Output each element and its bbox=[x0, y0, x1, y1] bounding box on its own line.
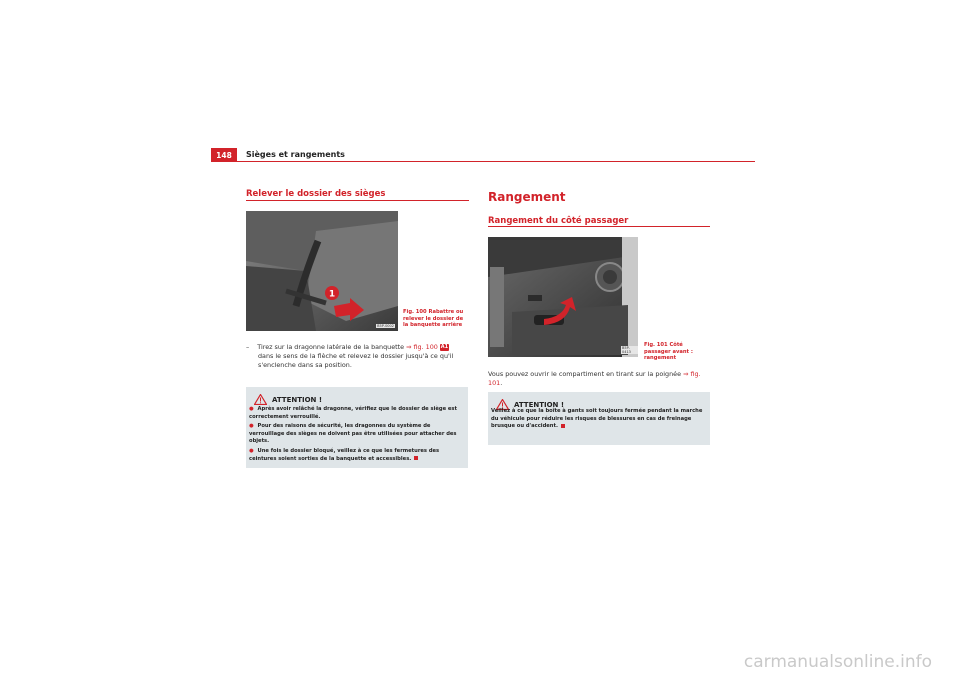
instruction-text-2: dans le sens de la flèche et relevez le dossier jusqu'à ce qu'il s'enclenche dans sa position. bbox=[258, 352, 454, 369]
header-rule bbox=[211, 161, 755, 162]
section-title-relever: Relever le dossier des sièges bbox=[246, 189, 386, 199]
photo-code: B5P-0002 bbox=[377, 324, 394, 328]
warning-item: ● Pour des raisons de sécurité, les dragonnes du système de verrouillage des sièges ne doivent pas être utilisées pour attacher des objets. bbox=[249, 423, 457, 445]
section-title-rangement: Rangement du côté passager bbox=[488, 216, 629, 226]
end-mark-icon bbox=[561, 424, 565, 428]
marker-a1-badge: A1 bbox=[440, 343, 449, 350]
figure-100-caption: Fig. 100 Rabattre ou relever le dossier de la banquette arrière bbox=[403, 309, 464, 328]
svg-text:1: 1 bbox=[328, 289, 336, 300]
body-text: Vous pouvez ouvrir le compartiment en tirant sur la poignée bbox=[488, 370, 682, 378]
warning-text: Veillez à ce que la boîte à gants soit toujours fermée pendant la marche du véhicule pour réduire les risques de blessures en cas de freinage brusque ou d'accident. bbox=[491, 408, 703, 430]
figure-101-caption: Fig. 101 Côté passager avant : rangement bbox=[644, 342, 693, 361]
watermark: carmanualsonline.info bbox=[743, 652, 932, 672]
page-number: 148 bbox=[211, 148, 237, 162]
warning-item: ● Une fois le dossier bloqué, veillez à ce que les fermetures des ceintures soient sorties de la banquette et accessibles. bbox=[249, 447, 440, 462]
figure-100-reference[interactable]: ⇒ fig. 100 bbox=[406, 343, 438, 351]
warning-header bbox=[254, 394, 322, 405]
warning-box-right bbox=[488, 392, 710, 445]
warning-triangle-icon bbox=[254, 394, 267, 405]
figure-101-photo bbox=[488, 237, 638, 357]
instruction-dash: – bbox=[246, 343, 250, 351]
warning-list bbox=[249, 406, 465, 465]
photo-code: B5P-0413 bbox=[621, 346, 638, 354]
warning-box-left bbox=[246, 387, 468, 468]
warning-item: ● Après avoir relâché la dragonne, vérifiez que le dossier de siège est correctement verrouillé. bbox=[249, 406, 457, 420]
warning-title: ATTENTION ! bbox=[272, 395, 323, 404]
instruction-step bbox=[246, 343, 468, 370]
warning-title: ATTENTION ! bbox=[514, 400, 565, 409]
figure-101-reference[interactable]: ⇒ fig. 101 bbox=[488, 370, 701, 387]
body-paragraph bbox=[488, 370, 710, 388]
figure-100-photo bbox=[246, 211, 398, 331]
section-rule-left bbox=[246, 200, 469, 201]
end-mark-icon bbox=[414, 456, 418, 460]
body-end: . bbox=[500, 379, 503, 387]
running-header-title: Sièges et rangements bbox=[246, 150, 345, 159]
chapter-title: Rangement bbox=[488, 190, 566, 204]
section-rule-right bbox=[488, 226, 710, 227]
instruction-text-1: Tirez sur la dragonne latérale de la banquette bbox=[257, 343, 405, 351]
